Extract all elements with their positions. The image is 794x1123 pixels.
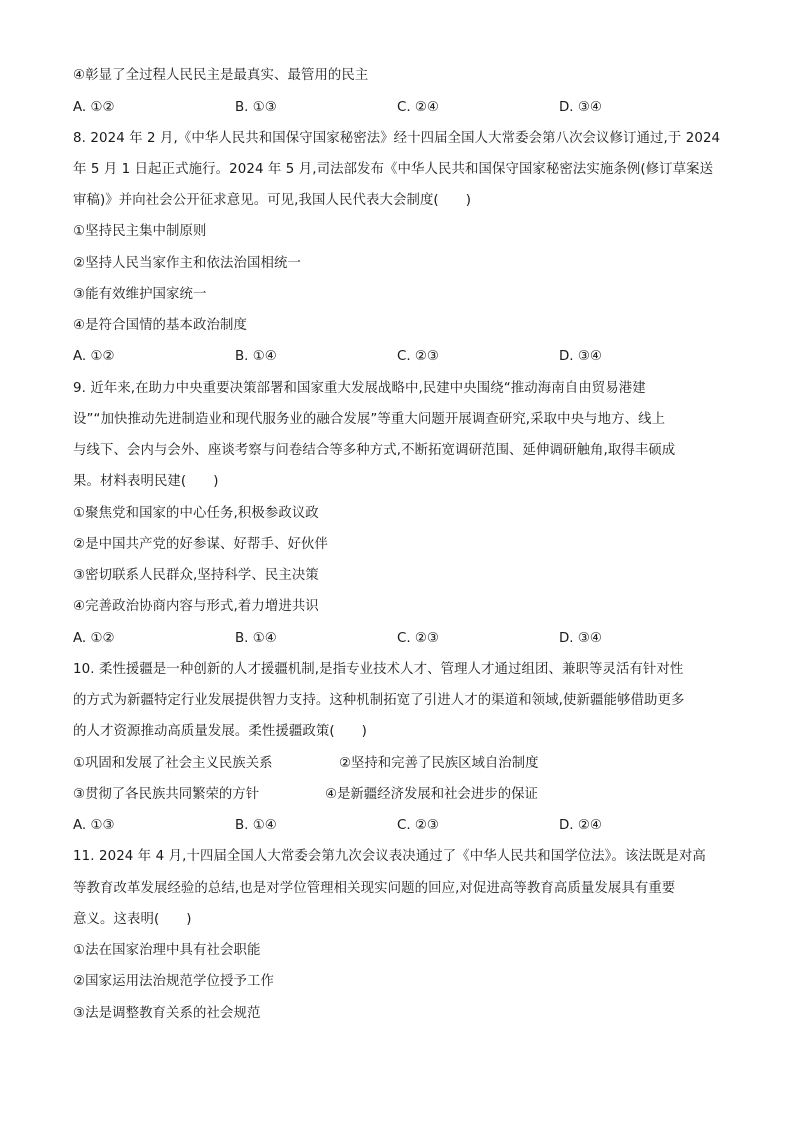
q9-option-3: ③密切联系人民群众,坚持科学、民主决策 [73,568,319,583]
q10-choices [73,816,733,836]
q10-choice-a[interactable]: A. ①③ [73,818,115,833]
q9-option-4: ④完善政治协商内容与形式,着力增进共识 [73,599,319,614]
q10-stem-line-3: 的人才资源推动高质量发展。柔性援疆政策( ) [73,724,367,739]
q10-choice-b[interactable]: B. ①④ [235,818,277,833]
q9-stem-line-3: 与线下、会内与会外、座谈考察与问卷结合等多种方式,不断拓宽调研范围、延伸调研触角,取得丰硕成 [73,443,676,458]
q8-choice-d[interactable]: D. ③④ [559,349,602,364]
q8-stem-line-3: 审稿)》并向社会公开征求意见。可见,我国人民代表大会制度( ) [73,193,472,208]
q8-choice-a[interactable]: A. ①② [73,349,115,364]
q9-option-1: ①聚焦党和国家的中心任务,积极参政议政 [73,506,319,521]
q8-choice-c[interactable]: C. ②③ [397,349,439,364]
q9-option-2: ②是中国共产党的好参谋、好帮手、好伙伴 [73,537,328,552]
q10-stem-line-1: 10. 柔性援疆是一种创新的人才援疆机制,是指专业技术人才、管理人才通过组团、兼职等灵活有针对性 [73,662,684,677]
q8-stem-line-2: 年 5 月 1 日起正式施行。2024 年 5 月,司法部发布《中华人民共和国保守国家秘密法实施条例(修订草案送 [73,162,714,177]
q11-stem-line-1: 11. 2024 年 4 月,十四届全国人大常委会第九次会议表决通过了《中华人民共和国学位法》。该法既是对高 [73,849,706,864]
q9-choice-a[interactable]: A. ①② [73,631,115,646]
q9-stem-line-1: 9. 近年来,在助力中央重要决策部署和国家重大发展战略中,民建中央围绕“推动海南自由贸易港建 [73,381,646,396]
q7-choice-b[interactable]: B. ①③ [235,100,277,115]
q8-choices [73,347,733,367]
q10-option-2: ②坚持和完善了民族区域自治制度 [339,756,539,771]
q10-stem-line-2: 的方式为新疆特定行业发展提供智力支持。这种机制拓宽了引进人才的渠道和领域,使新疆能够借助更多 [73,693,685,708]
q9-choice-b[interactable]: B. ①④ [235,631,277,646]
q10-option-1: ①巩固和发展了社会主义民族关系 [73,756,273,771]
q9-choices [73,629,733,649]
q11-stem-line-2: 等教育改革发展经验的总结,也是对学位管理相关现实问题的回应,对促进高等教育高质量发展具有重要 [73,881,676,896]
q10-choice-d[interactable]: D. ②④ [559,818,602,833]
q8-stem-line-1: 8. 2024 年 2 月,《中华人民共和国保守国家秘密法》经十四届全国人大常委会第八次会议修订通过,于 2024 [73,131,721,146]
q10-choice-c[interactable]: C. ②③ [397,818,439,833]
q10-option-4: ④是新疆经济发展和社会进步的保证 [325,787,538,802]
q7-choice-a[interactable]: A. ①② [73,100,115,115]
q11-option-1: ①法在国家治理中具有社会职能 [73,943,261,958]
q9-stem-line-4: 果。材料表明民建( ) [73,474,219,489]
q8-option-3: ③能有效维护国家统一 [73,287,207,302]
q7-choices [73,98,733,118]
q10-option-3: ③贯彻了各民族共同繁荣的方针 [73,787,260,802]
q9-stem-line-2: 设”“加快推动先进制造业和现代服务业的融合发展”等重大问题开展调查研究,采取中央与地方、线上 [73,412,666,427]
q9-choice-c[interactable]: C. ②③ [397,631,439,646]
q7-choice-d[interactable]: D. ③④ [559,100,602,115]
q8-option-1: ①坚持民主集中制原则 [73,224,207,239]
q11-option-3: ③法是调整教育关系的社会规范 [73,1006,261,1021]
q8-option-2: ②坚持人民当家作主和依法治国相统一 [73,256,301,271]
q11-option-2: ②国家运用法治规范学位授予工作 [73,974,274,989]
q7-choice-c[interactable]: C. ②④ [397,100,439,115]
q9-choice-d[interactable]: D. ③④ [559,631,602,646]
q11-stem-line-3: 意义。这表明( ) [73,912,192,927]
q8-option-4: ④是符合国情的基本政治制度 [73,318,247,333]
q7-option-4: ④彰显了全过程人民民主是最真实、最管用的民主 [73,68,369,83]
q8-choice-b[interactable]: B. ①④ [235,349,277,364]
